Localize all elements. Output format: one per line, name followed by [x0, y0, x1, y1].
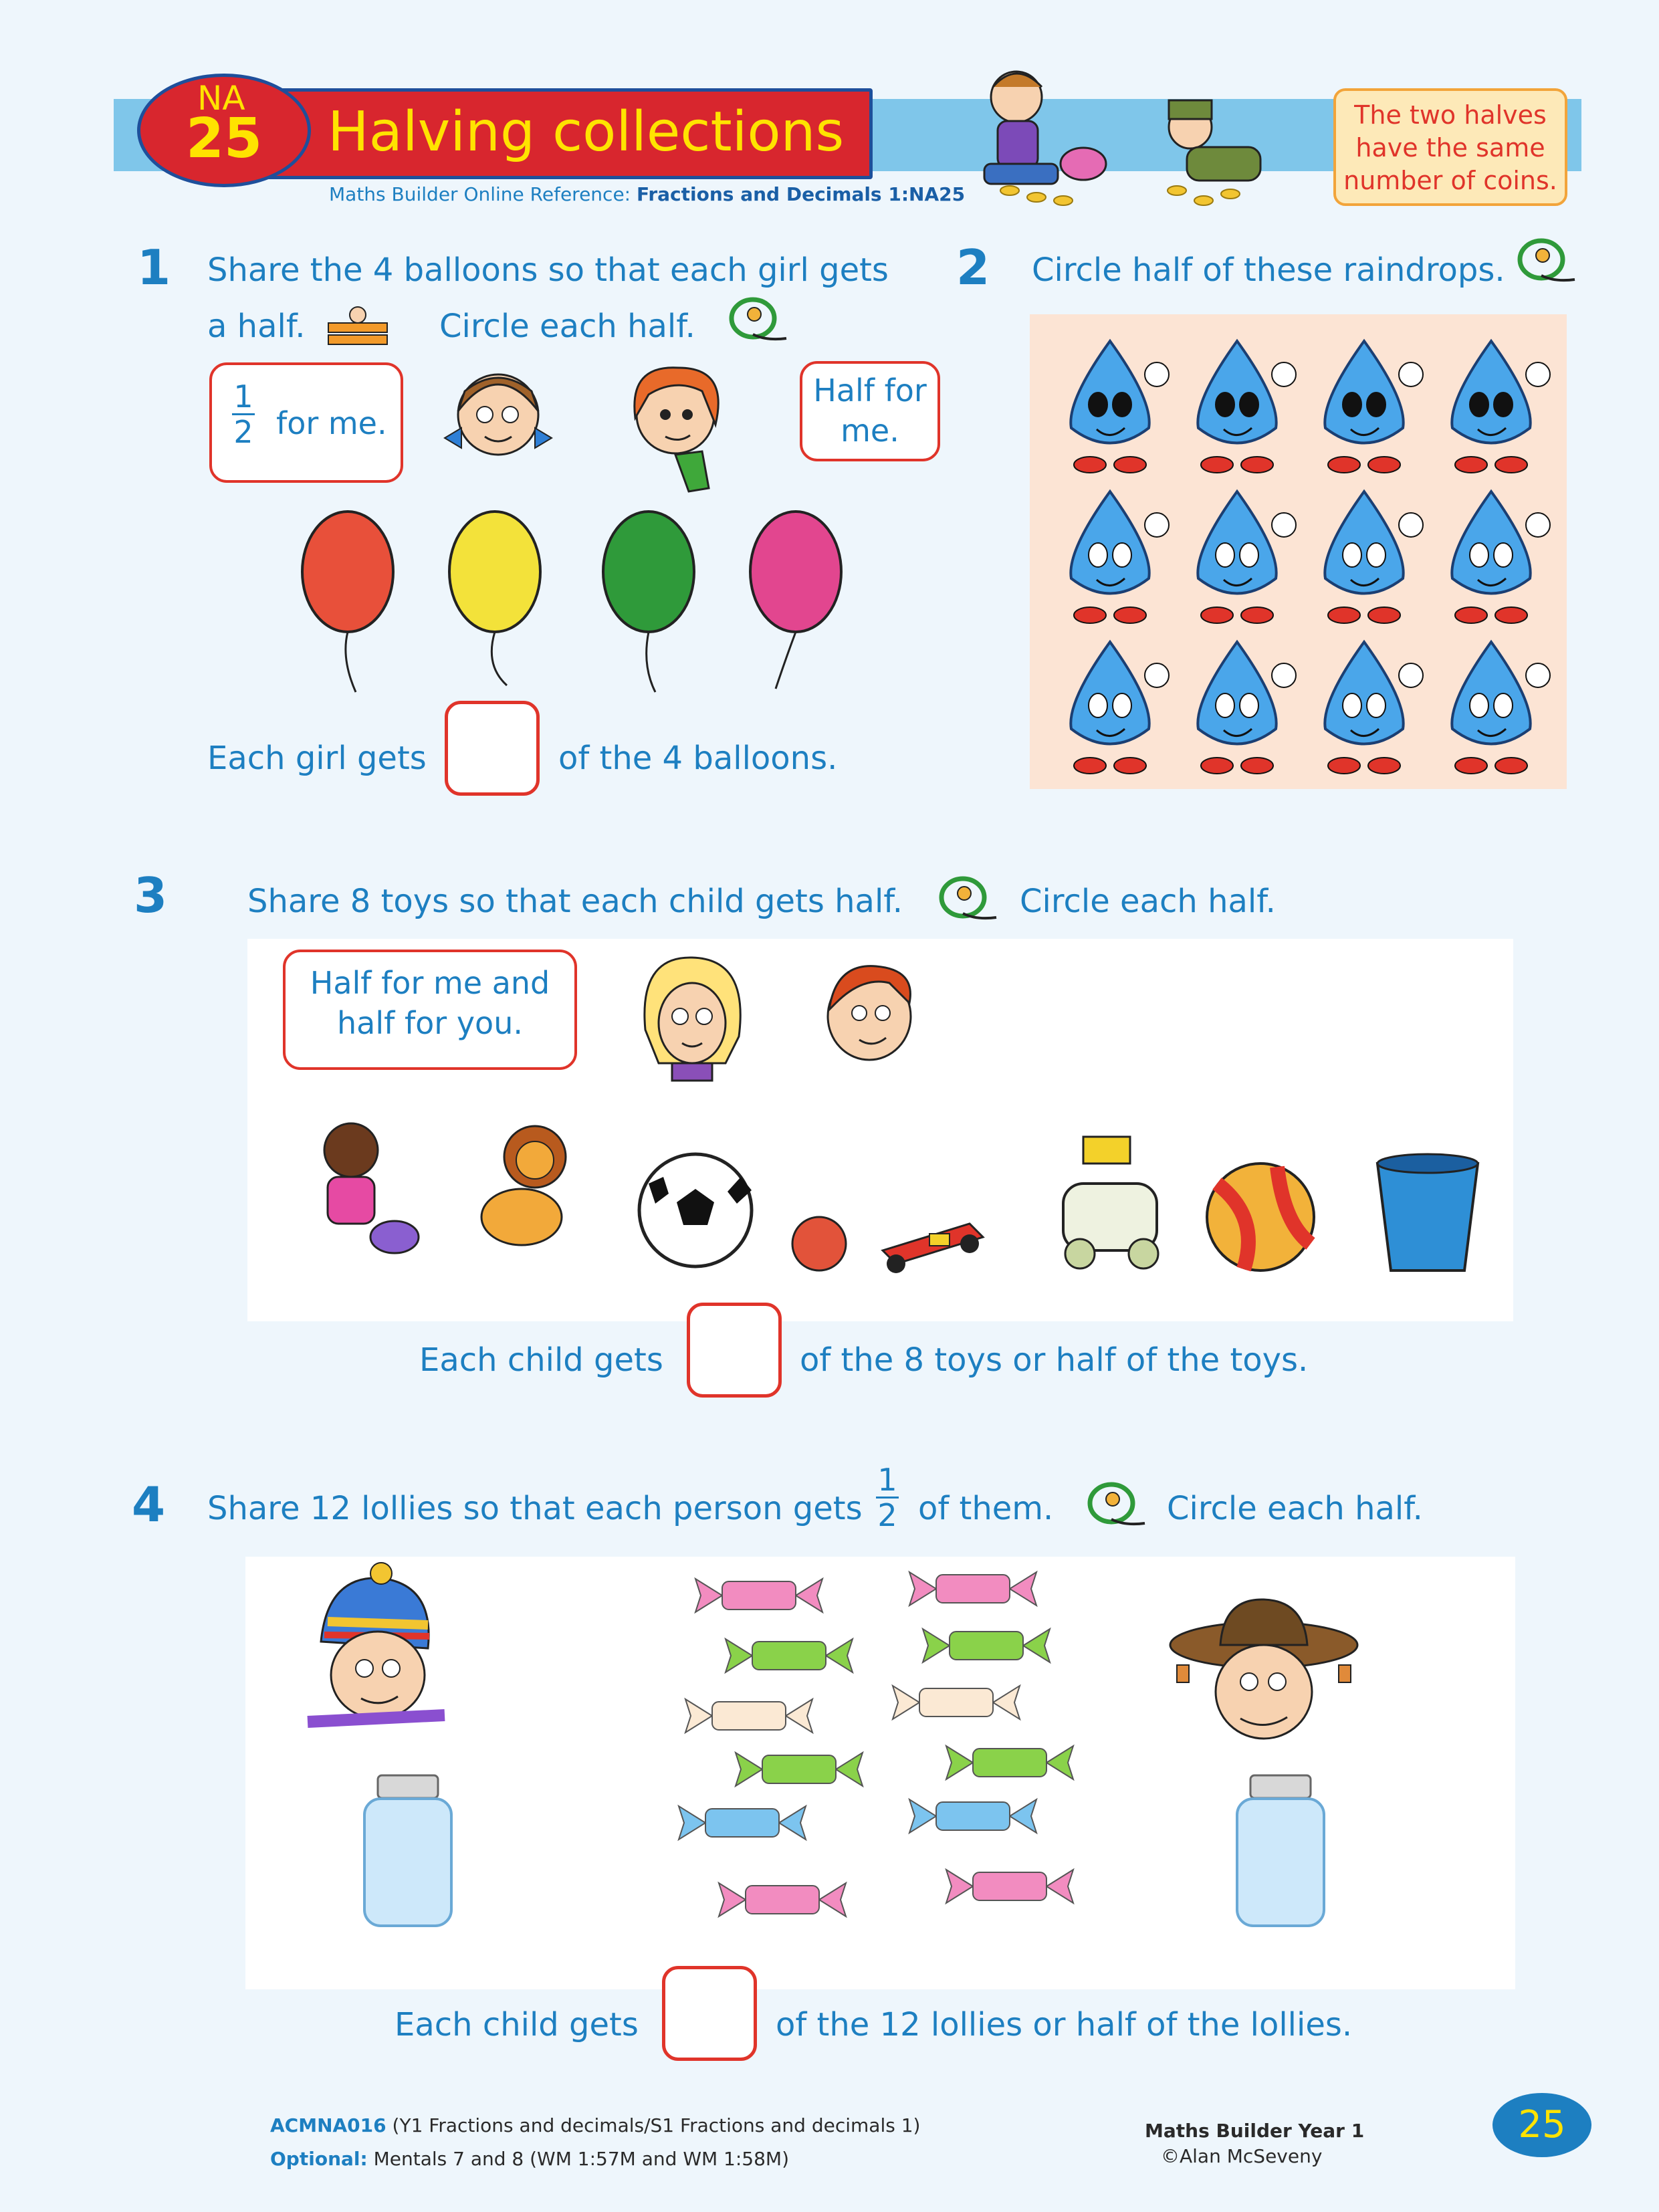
balloon-pink — [750, 512, 841, 689]
raindrop-character[interactable] — [1452, 491, 1550, 623]
balloon-red — [302, 512, 393, 692]
raindrops-grid — [1043, 321, 1565, 782]
q4-answer-prefix: Each child gets — [395, 2006, 639, 2043]
toy-beach-ball — [1207, 1164, 1314, 1270]
raindrop-character[interactable] — [1452, 341, 1550, 473]
q3-circle-instruction: Circle each half. — [1020, 883, 1276, 920]
toy-small-ball — [792, 1217, 846, 1270]
curriculum-code — [270, 2114, 920, 2136]
fraction-one-half — [232, 378, 255, 450]
q1-circle-instruction: Circle each half. — [439, 308, 695, 345]
circle-hint-icon — [936, 873, 1003, 927]
curriculum-code-desc: (Y1 Fractions and decimals/S1 Fractions and decimals 1) — [386, 2114, 921, 2136]
raindrop-character[interactable] — [1325, 642, 1423, 774]
circle-hint-icon — [1515, 235, 1581, 289]
girl-left-illustration — [431, 351, 565, 478]
boy-redhead-illustration — [809, 950, 929, 1083]
lolly[interactable] — [946, 1746, 1073, 1779]
fraction-denominator: 2 — [877, 1497, 897, 1533]
circle-hint-icon — [726, 294, 793, 348]
balloon-yellow — [449, 512, 540, 685]
speech-bubble-half-for-me — [209, 362, 403, 483]
q1-answer-prefix: Each girl gets — [207, 740, 427, 777]
jar-left-icon — [358, 1772, 458, 1932]
raindrop-character[interactable] — [1198, 341, 1296, 473]
balloon-green — [603, 512, 694, 692]
jar-right-icon — [1230, 1772, 1331, 1932]
q4-of-them: of them. — [918, 1490, 1054, 1527]
child-hat-illustration — [1164, 1591, 1364, 1779]
lolly[interactable] — [946, 1870, 1073, 1903]
page-number: 25 — [1492, 2093, 1591, 2157]
q4-answer-box[interactable] — [662, 1966, 757, 2061]
page-title: Halving collections — [328, 100, 845, 164]
girl-right-illustration — [615, 351, 736, 495]
raindrop-character[interactable] — [1452, 642, 1550, 774]
book-title: Maths Builder Year 1 — [1145, 2120, 1365, 2142]
q3-answer-box[interactable] — [687, 1303, 782, 1398]
lolly[interactable] — [719, 1883, 846, 1916]
speech-bubble-half-for-you: Half for me and half for you. — [283, 950, 577, 1070]
ref-link[interactable]: Fractions and Decimals 1:NA25 — [637, 183, 966, 205]
optional-desc: Mentals 7 and 8 (WM 1:57M and WM 1:58M) — [367, 2148, 790, 2170]
badge-number: 25 — [186, 107, 263, 171]
curriculum-code-id: ACMNA016 — [270, 2114, 386, 2136]
ref-prefix: Maths Builder Online Reference: — [329, 183, 637, 205]
lolly[interactable] — [893, 1686, 1020, 1719]
raindrop-character[interactable] — [1071, 341, 1169, 473]
lolly[interactable] — [726, 1639, 853, 1672]
q1-answer-box[interactable] — [445, 701, 540, 796]
toys-row — [294, 1110, 1491, 1284]
lolly[interactable] — [679, 1806, 806, 1840]
coins-children-illustration — [923, 64, 1317, 217]
toy-bucket — [1377, 1154, 1478, 1270]
optional-mentals — [270, 2148, 789, 2170]
question-2-number: 2 — [956, 239, 990, 296]
lolly[interactable] — [685, 1699, 812, 1733]
lolly[interactable] — [909, 1799, 1036, 1833]
raindrop-character[interactable] — [1198, 642, 1296, 774]
online-reference — [329, 183, 965, 205]
tip-box: The two halves have the same number of coins. — [1333, 88, 1567, 206]
question-4-number: 4 — [132, 1476, 166, 1533]
q4-answer-suffix: of the 12 lollies or half of the lollies. — [776, 2006, 1353, 2043]
q2-instruction: Circle half of these raindrops. — [1032, 251, 1505, 289]
q3-answer-prefix: Each child gets — [419, 1341, 663, 1379]
q1-instruction-a-half: a half. — [207, 308, 306, 345]
raindrop-character[interactable] — [1325, 491, 1423, 623]
q3-answer-suffix: of the 8 toys or half of the toys. — [800, 1341, 1309, 1379]
lolly[interactable] — [923, 1629, 1050, 1662]
fraction-denominator: 2 — [233, 414, 253, 450]
toy-soccer-ball — [639, 1154, 752, 1266]
q1-instruction-line1: Share the 4 balloons so that each girl gets — [207, 251, 889, 289]
speech-bubble-half-right: Half for me. — [800, 361, 940, 461]
fraction-numerator: 1 — [233, 378, 253, 415]
fraction-numerator: 1 — [877, 1462, 897, 1498]
question-3-number: 3 — [134, 867, 168, 923]
question-1-number: 1 — [137, 239, 171, 296]
q4-circle-instruction: Circle each half. — [1167, 1490, 1423, 1527]
speech-for-me-text: for me. — [276, 405, 387, 441]
toy-race-car — [883, 1224, 983, 1273]
lolly[interactable] — [736, 1753, 863, 1786]
raindrop-character[interactable] — [1071, 491, 1169, 623]
q1-answer-suffix: of the 4 balloons. — [558, 740, 838, 777]
toy-windup-car — [1063, 1137, 1158, 1268]
optional-label: Optional: — [270, 2148, 368, 2170]
balloons-group — [294, 505, 856, 699]
badge-code: NA — [197, 79, 245, 118]
copyright: ©Alan McSeveny — [1161, 2145, 1323, 2167]
q4-instruction: Share 12 lollies so that each person gets — [207, 1490, 863, 1527]
lolly[interactable] — [909, 1572, 1036, 1606]
toy-lion — [481, 1126, 566, 1245]
raindrop-character[interactable] — [1325, 341, 1423, 473]
child-beanie-illustration — [281, 1561, 468, 1762]
lollies-group — [642, 1551, 1097, 1953]
q4-fraction-one-half — [876, 1464, 899, 1531]
raindrop-character[interactable] — [1198, 491, 1296, 623]
lolly[interactable] — [695, 1579, 822, 1612]
raindrop-character[interactable] — [1071, 642, 1169, 774]
circle-hint-icon — [1085, 1479, 1151, 1533]
q3-instruction: Share 8 toys so that each child gets half. — [247, 883, 903, 920]
girl-blonde-illustration — [625, 950, 759, 1083]
share-hint-icon — [324, 304, 391, 351]
toy-doll — [324, 1123, 419, 1253]
